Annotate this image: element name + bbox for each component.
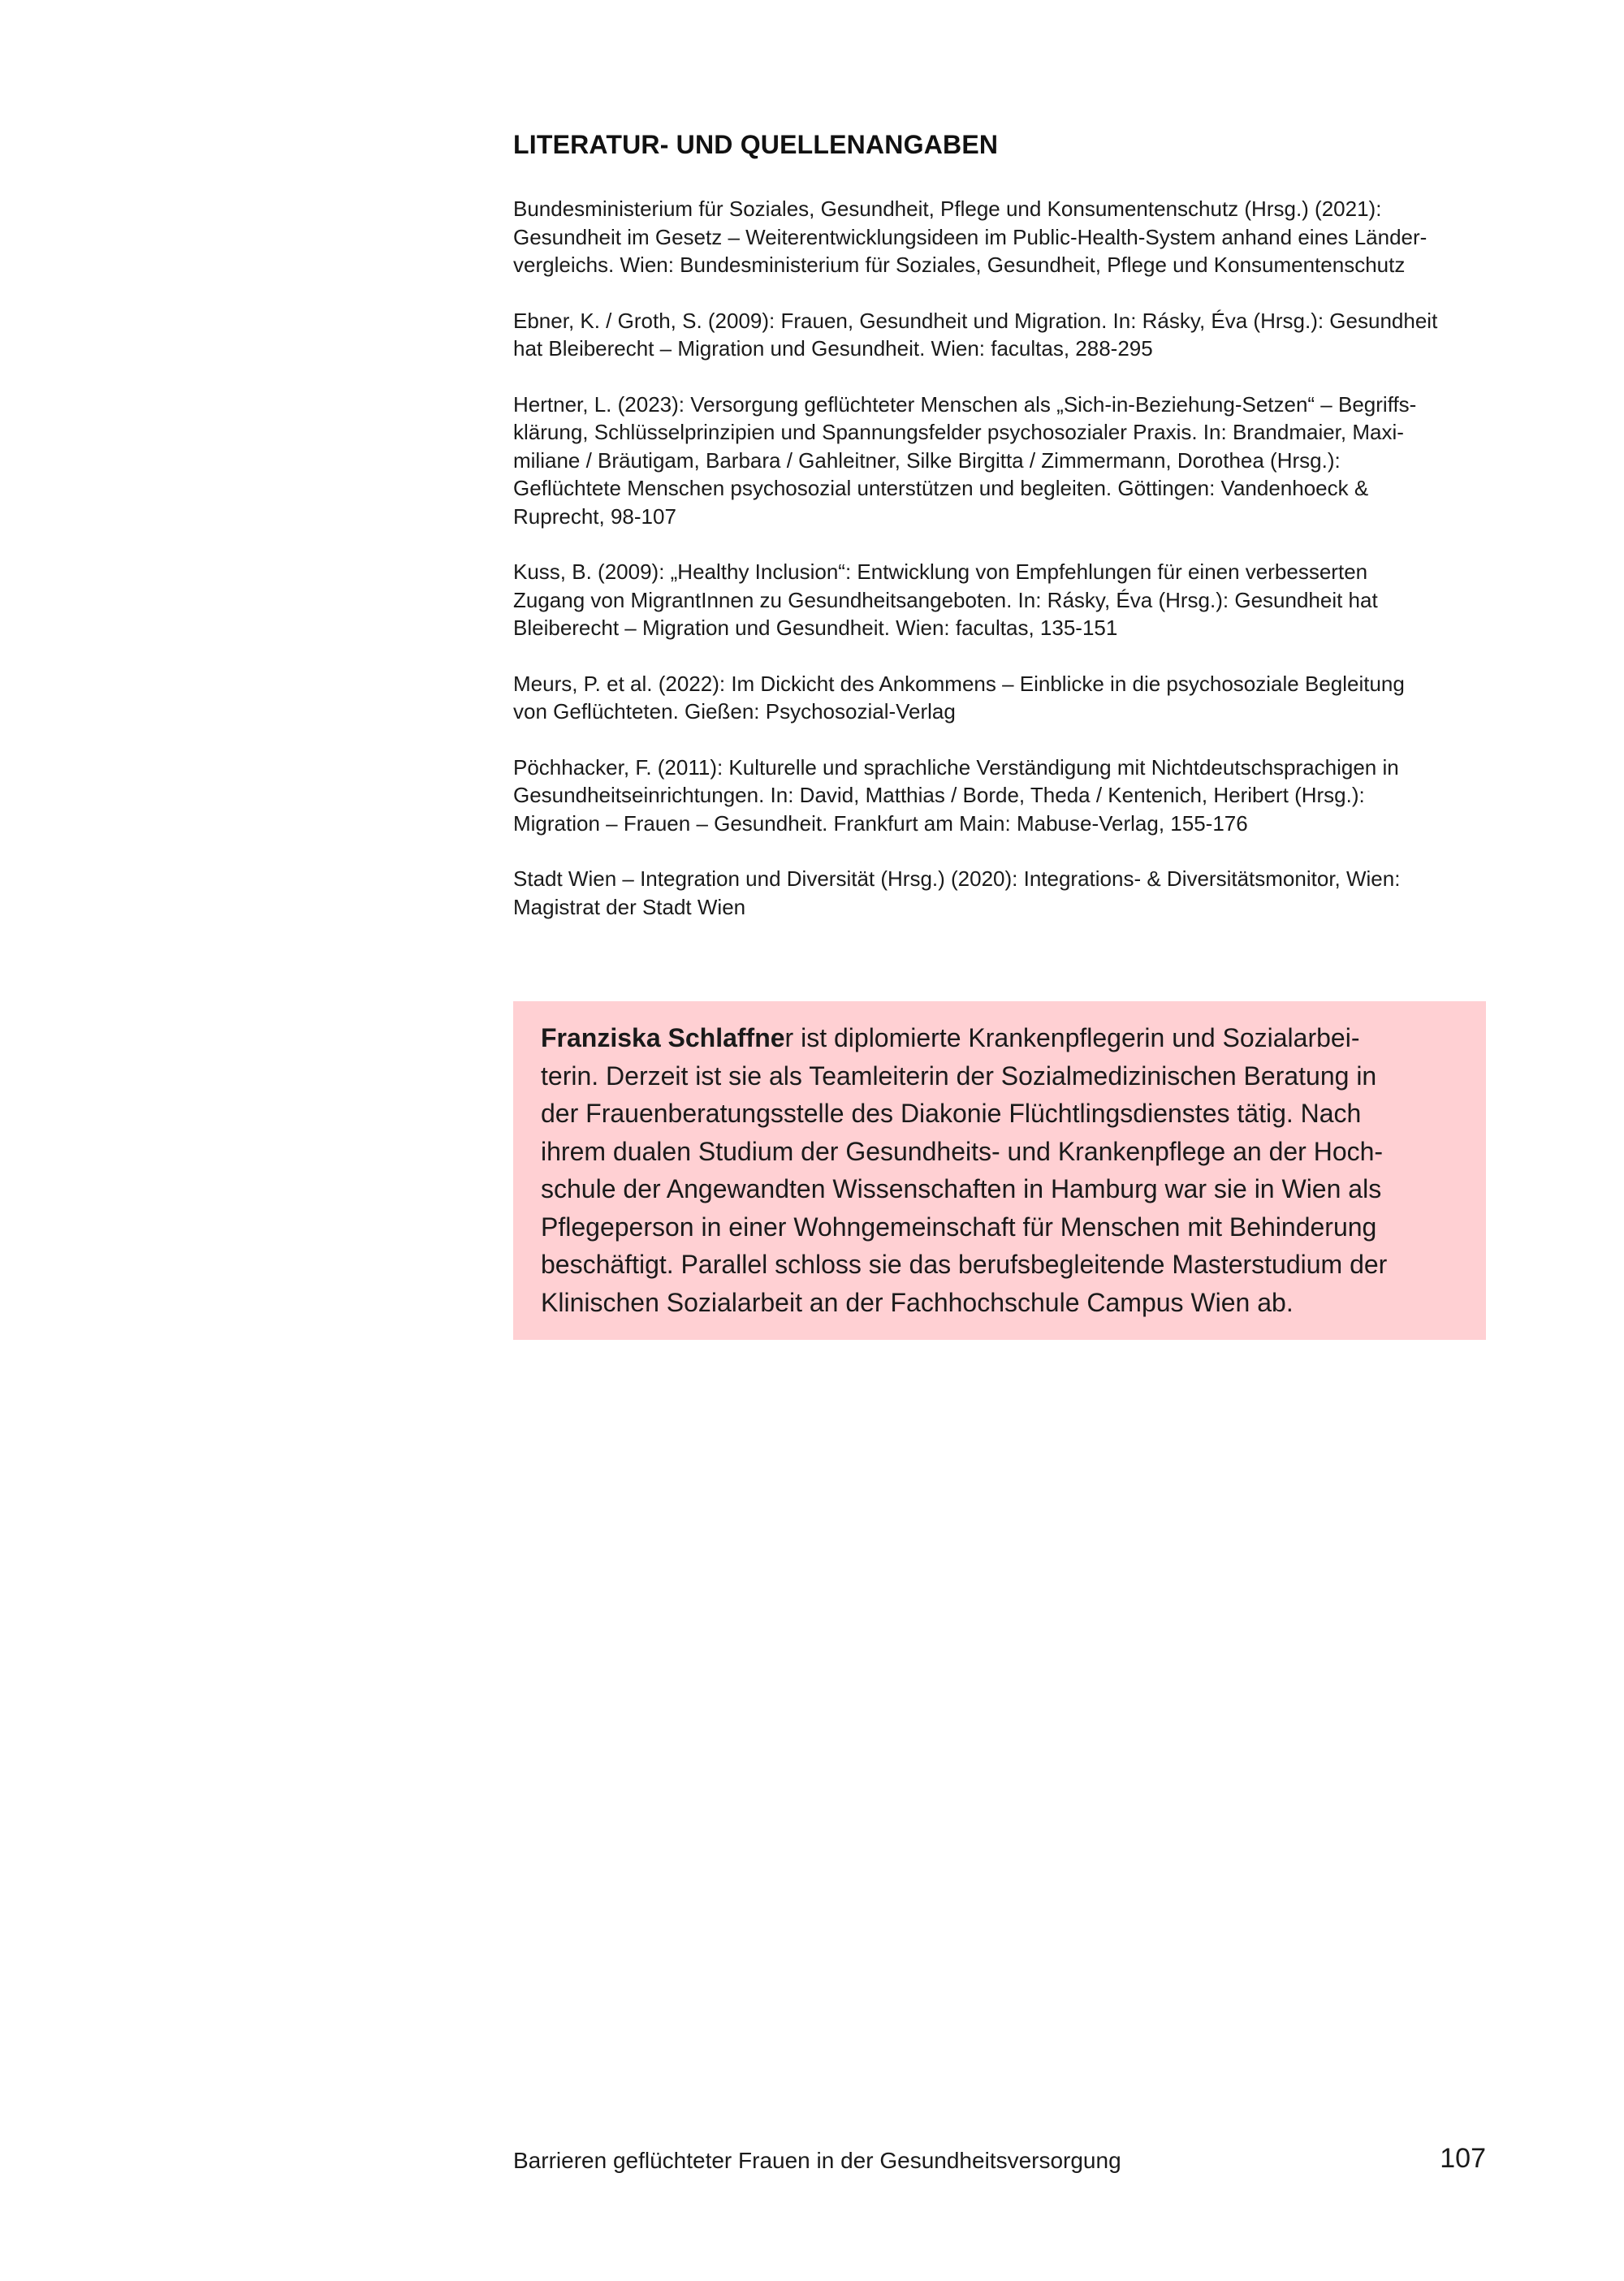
reference-line: Ebner, K. / Groth, S. (2009): Frauen, Gesundheit und Migration. In: Rásky, Éva (Hrsg.): Gesundheit [513,308,1438,333]
reference-line: Bundesministerium für Soziales, Gesundheit, Pflege und Konsumentenschutz (Hrsg.) (2021): [513,197,1382,221]
reference-line: von Geflüchteten. Gießen: Psychosozial-Verlag [513,699,956,724]
reference-entry [513,558,1488,642]
author-bio-text [541,1019,1458,1321]
reference-line: vergleichs. Wien: Bundesministerium für Soziales, Gesundheit, Pflege und Konsumentenschutz [513,253,1406,277]
bio-line: Pflegeperson in einer Wohngemeinschaft für Menschen mit Behinderung [541,1212,1377,1242]
bio-line: ihrem dualen Studium der Gesundheits- und Krankenpflege an der Hoch- [541,1136,1384,1166]
reference-entry [513,670,1488,726]
reference-line: Geflüchtete Menschen psychosozial unterstützen und begleiten. Göttingen: Vandenhoeck & [513,476,1369,500]
reference-entry [513,307,1488,363]
bio-line: schule der Angewandten Wissenschaften in Hamburg war sie in Wien als [541,1174,1382,1203]
running-footer-title: Barrieren geflüchteter Frauen in der Gesundheitsversorgung [513,2148,1121,2173]
reference-line: Kuss, B. (2009): „Healthy Inclusion“: Entwicklung von Empfehlungen für einen verbesserten [513,559,1368,584]
reference-line: Gesundheit im Gesetz – Weiterentwicklungsideen im Public-Health-System anhand eines Länder- [513,224,1427,249]
reference-list [513,195,1488,921]
reference-line: Gesundheitseinrichtungen. In: David, Matthias / Borde, Theda / Kentenich, Heribert (Hrsg.): [513,783,1365,807]
reference-line: Bleiberecht – Migration und Gesundheit. Wien: facultas, 135-151 [513,616,1118,640]
reference-entry [513,391,1488,531]
reference-entry [513,865,1488,921]
reference-line: Pöchhacker, F. (2011): Kulturelle und sprachliche Verständigung mit Nichtdeutschsprachigen in [513,754,1399,780]
references-section [513,127,1488,948]
author-bio-box [513,1001,1486,1340]
reference-line: Stadt Wien – Integration und Diversität (Hrsg.) (2020): Integrations- & Diversitätsmonitor, Wien: [513,866,1401,891]
reference-line: Ruprecht, 98-107 [513,503,676,529]
reference-entry [513,754,1488,838]
bio-line: der Frauenberatungsstelle des Diakonie Flüchtlingsdienstes tätig. Nach [541,1099,1362,1128]
section-heading: LITERATUR- UND QUELLENANGABEN [513,130,999,159]
reference-line: klärung, Schlüsselprinzipien und Spannungsfelder psychosozialer Praxis. In: Brandmaier, Maxi- [513,420,1404,444]
reference-line: miliane / Bräutigam, Barbara / Gahleitner, Silke Birgitta / Zimmermann, Dorothea (Hrsg.): [513,447,1341,473]
bio-line: beschäftigt. Parallel schloss sie das berufsbegleitende Masterstudium der [541,1250,1388,1279]
bio-line: r ist diplomierte Krankenpflegerin und Sozialarbei- [784,1023,1360,1052]
bio-line: terin. Derzeit ist sie als Teamleiterin der Sozialmedizinischen Beratung in [541,1061,1377,1091]
page-footer [513,2142,1486,2175]
reference-line: Zugang von MigrantInnen zu Gesundheitsangeboten. In: Rásky, Éva (Hrsg.): Gesundheit hat [513,587,1378,612]
reference-line: Hertner, L. (2023): Versorgung geflüchteter Menschen als „Sich-in-Beziehung-Setzen“ – Begriffs- [513,391,1417,417]
author-name: Franziska Schlaffne [541,1023,785,1052]
reference-entry [513,195,1488,279]
reference-line: Meurs, P. et al. (2022): Im Dickicht des Ankommens – Einblicke in die psychosoziale Begleitung [513,671,1405,696]
reference-line: hat Bleiberecht – Migration und Gesundheit. Wien: facultas, 288-295 [513,336,1153,361]
reference-line: Migration – Frauen – Gesundheit. Frankfurt am Main: Mabuse-Verlag, 155-176 [513,810,1248,836]
reference-line: Magistrat der Stadt Wien [513,894,746,919]
page-number: 107 [1440,2143,1486,2174]
bio-line: Klinischen Sozialarbeit an der Fachhochschule Campus Wien ab. [541,1287,1294,1317]
